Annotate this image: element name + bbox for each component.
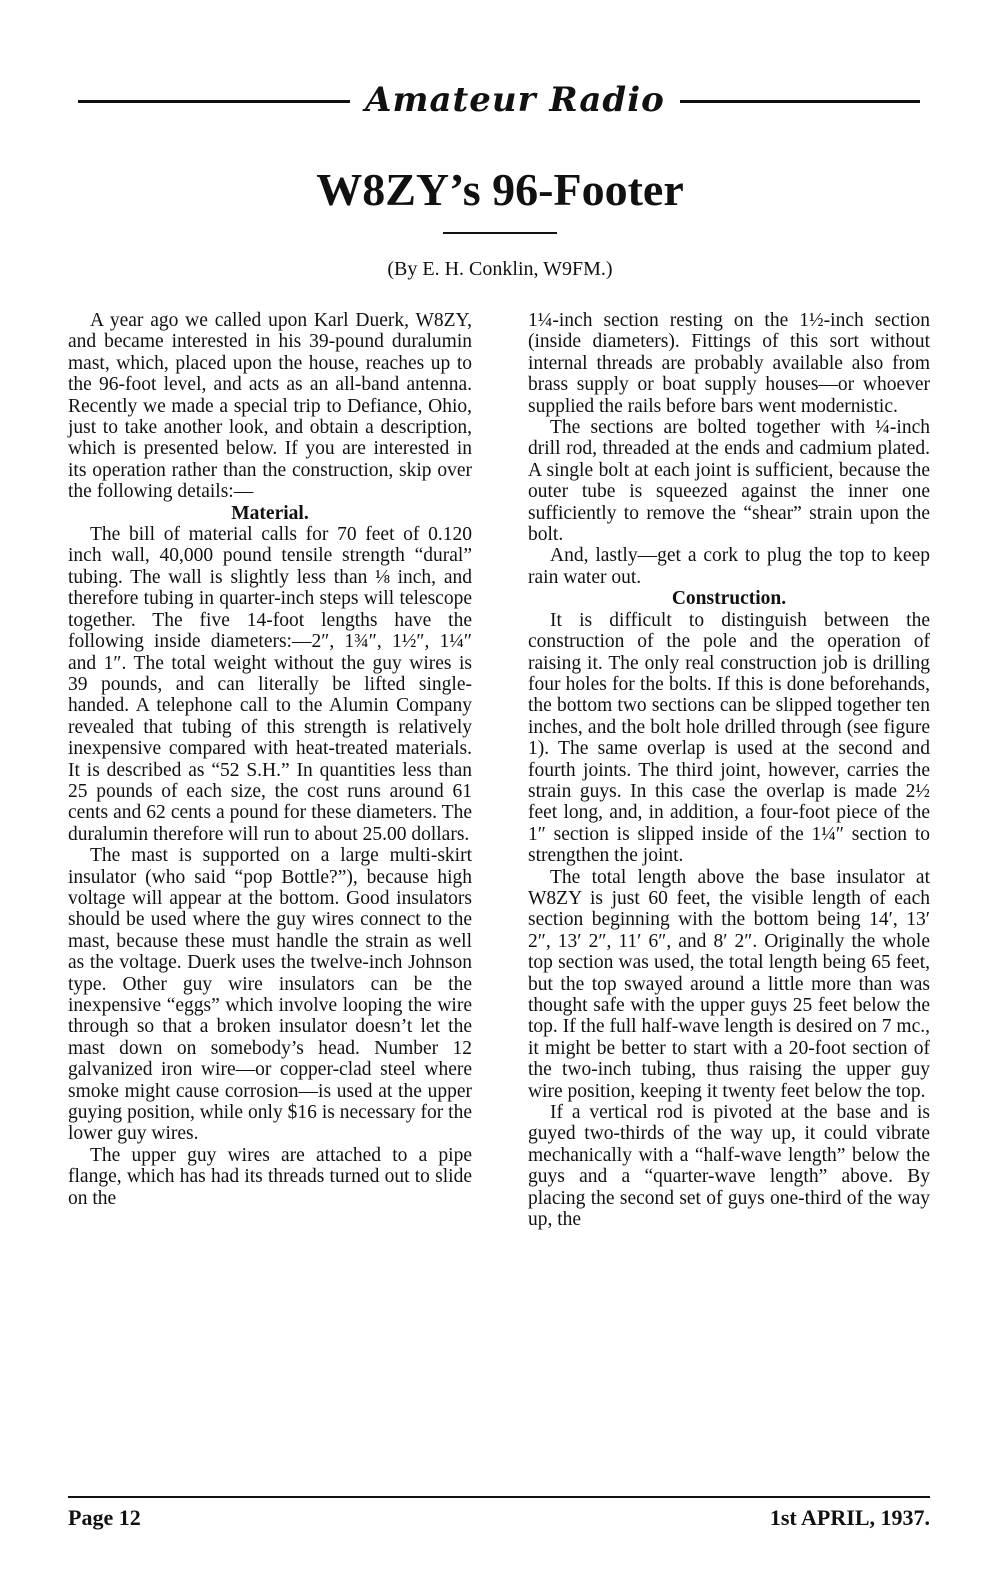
title-divider	[443, 232, 557, 234]
paragraph: It is difficult to distinguish between the construction of the pole and the operation of raising it. The only real construction job is drilling four holes for the bolts. If this is done beforehands, the bottom two sections can be slipped together ten inches, and the bolt hole drilled through (see figure 1). The same overlap is used at the second and fourth joints. The third joint, however, carries the strain guys. In this case the overlap is made 2½ feet long, and, in addition, a four-foot piece of the 1″ section is slipped inside of the 1¼″ section to strengthen the joint.	[528, 609, 930, 867]
section-heading-material: Material.	[231, 502, 309, 524]
paragraph: If a vertical rod is pivoted at the base and is guyed two-thirds of the way up, it could vibrate mechanically with a “half-wave length” below the guys and a “quarter-wave length” above. By placing the second set of guys one-third of the way up, the	[528, 1102, 930, 1231]
masthead-title: Amateur Radio	[365, 80, 665, 120]
masthead-rule-left	[78, 100, 350, 103]
paragraph: A year ago we called upon Karl Duerk, W8ZY, and became interested in his 39-pound duralumin mast, which, placed upon the house, reaches up to the 96-foot level, and acts as an all-band antenna. Recently we made a special trip to Defiance, Ohio, just to take another look, and obtain a description, which is presented below. If you are interested in its operation rather than the construction, skip over the following details:—	[68, 310, 472, 503]
paragraph: The sections are bolted together with ¼-inch drill rod, threaded at the ends and cadmium plated. A single bolt at each joint is sufficient, because the outer tube is squeezed against the inner one sufficiently to remove the “shear” strain upon the bolt.	[528, 417, 930, 546]
issue-date: 1st APRIL, 1937.	[769, 1505, 930, 1530]
paragraph: The total length above the base insulator at W8ZY is just 60 feet, the visible length of each section beginning with the bottom being 14′, 13′ 2″, 13′ 2″, 11′ 6″, and 8′ 2″. Originally the whole top section was used, the total length being 65 feet, but the top swayed around a little more than was thought safe with the upper guys 25 feet below the top. If the full half-wave length is desired on 7 mc., it might be better to start with a 20-foot section of the two-inch tubing, thus raising the upper guy wire position, keeping it twenty feet below the top.	[528, 866, 930, 1102]
paragraph: 1¼-inch section resting on the 1½-inch section (inside diameters). Fittings of this sort without internal threads are probably available also from brass supply or boat supply houses—or whoever supplied the rails before bars went modernistic.	[528, 310, 930, 417]
section-heading-construction: Construction.	[671, 588, 787, 610]
paragraph: The upper guy wires are attached to a pipe flange, which has had its threads turned out to slide on the	[68, 1144, 472, 1209]
page-number: Page 12	[68, 1505, 141, 1530]
masthead	[78, 78, 920, 122]
article-title: W8ZY’s 96-Footer	[316, 164, 684, 215]
right-column	[528, 310, 930, 1230]
paragraph: The mast is supported on a large multi-skirt insulator (who said “pop Bottle?”), because high voltage will appear at the bottom. Good insulators should be used where the guy wires connect to the mast, because these must handle the strain as well as the voltage. Duerk uses the twelve-inch Johnson type. Other guy wire insulators can be the inexpensive “eggs” which involve looping the wire through so that a broken insulator doesn’t let the mast down on somebody’s head. Number 12 galvanized iron wire—or copper-clad steel where smoke might cause corrosion—is used at the upper guying position, while only $16 is necessary for the lower guy wires.	[68, 845, 472, 1145]
left-column	[68, 310, 472, 1209]
article-byline: (By E. H. Conklin, W9FM.)	[387, 258, 613, 280]
masthead-rule-right	[680, 100, 920, 103]
paragraph: The bill of material calls for 70 feet of 0.120 inch wall, 40,000 pound tensile strength “dural” tubing. The wall is slightly less than ⅛ inch, and therefore tubing in quarter-inch steps will telescope together. The five 14-foot lengths have the following inside diameters:—2″, 1¾″, 1½″, 1¼″ and 1″. The total weight without the guy wires is 39 pounds, and can literally be lifted single-handed. A telephone call to the Alumin Company revealed that tubing of this strength is relatively inexpensive compared with heat-treated materials. It is described as “52 S.H.” In quantities less than 25 pounds of each size, the cost runs around 61 cents and 62 cents a pound for these diameters. The duralumin therefore will run to about 25.00 dollars.	[68, 524, 472, 845]
footer-rule	[68, 1496, 930, 1498]
paragraph: And, lastly—get a cork to plug the top to keep rain water out.	[528, 545, 930, 588]
